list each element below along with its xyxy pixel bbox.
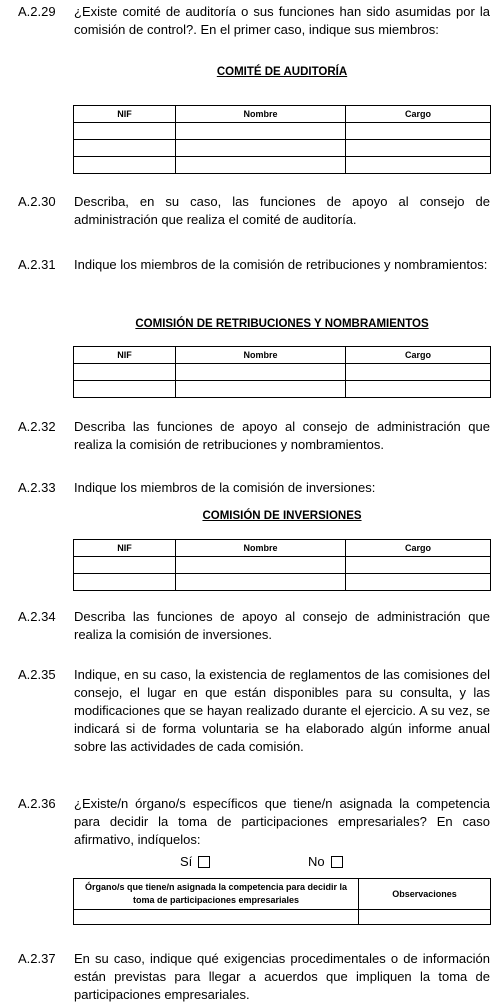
column-header: Órgano/s que tiene/n asignada la competencia para decidir la toma de participaciones empresariales (74, 879, 359, 910)
table-row (74, 157, 491, 174)
organ-table (73, 878, 491, 925)
column-header: Cargo (346, 540, 491, 557)
section-text: Indique, en su caso, la existencia de reglamentos de las comisiones del consejo, el lugar en que están disponibles para su consulta, y las modificaciones que se hayan realizado durante el ejercicio. A su vez, se indicará si de forma voluntaria se ha elaborado algún informe anual sobre las actividades de cada comisión. (74, 667, 490, 754)
section-number: A.2.31 (18, 257, 56, 272)
column-header: Nombre (176, 347, 346, 364)
section-number: A.2.30 (18, 194, 56, 209)
table-row (74, 574, 491, 591)
members-table (73, 105, 491, 174)
table-row (74, 364, 491, 381)
section-text: Describa las funciones de apoyo al consejo de administración que realiza la comisión de inversiones. (74, 609, 490, 642)
section-number: A.2.29 (18, 4, 56, 19)
section-number: A.2.35 (18, 667, 56, 682)
table-row (74, 557, 491, 574)
table-row (74, 910, 491, 925)
section-text: ¿Existe comité de auditoría o sus funciones han sido asumidas por la comisión de control?. En el primer caso, indique sus miembros: (74, 4, 490, 37)
section-text: En su caso, indique qué exigencias procedimentales o de información están previstas para llegar a acuerdos que impliquen la toma de participaciones empresariales. (74, 951, 490, 1002)
section-number: A.2.34 (18, 609, 56, 624)
no-label: No (308, 854, 325, 869)
table-row (74, 381, 491, 398)
column-header: Observaciones (359, 879, 491, 910)
no-option[interactable] (308, 853, 343, 871)
section-number: A.2.36 (18, 796, 56, 811)
column-header: NIF (74, 106, 176, 123)
section-text: Describa, en su caso, las funciones de apoyo al consejo de administración que realiza el comité de auditoría. (74, 194, 490, 227)
yes-label: Sí (180, 854, 193, 869)
section-number: A.2.32 (18, 419, 56, 434)
members-table (73, 346, 491, 398)
section-text: Indique los miembros de la comisión de inversiones: (74, 480, 376, 495)
table-heading: COMISIÓN DE RETRIBUCIONES Y NOMBRAMIENTOS (135, 318, 429, 330)
no-checkbox[interactable] (331, 856, 343, 868)
column-header: NIF (74, 540, 176, 557)
yes-no-choice (0, 853, 497, 871)
table-heading: COMITÉ DE AUDITORÍA (216, 66, 348, 78)
yes-option[interactable] (180, 853, 210, 871)
column-header: Nombre (176, 106, 346, 123)
section-text: ¿Existe/n órgano/s específicos que tiene/n asignada la competencia para decidir la toma de participaciones empresariales? En caso afirmativo, indíquelos: (74, 796, 490, 847)
table-row (74, 140, 491, 157)
yes-checkbox[interactable] (198, 856, 210, 868)
column-header: Cargo (346, 347, 491, 364)
section-number: A.2.33 (18, 480, 56, 495)
column-header: Nombre (176, 540, 346, 557)
section-text: Indique los miembros de la comisión de retribuciones y nombramientos: (74, 257, 488, 272)
table-heading: COMISIÓN DE INVERSIONES (202, 510, 362, 522)
column-header: NIF (74, 347, 176, 364)
section-text: Describa las funciones de apoyo al consejo de administración que realiza la comisión de retribuciones y nombramientos. (74, 419, 490, 452)
table-row (74, 123, 491, 140)
section-number: A.2.37 (18, 951, 56, 966)
column-header: Cargo (346, 106, 491, 123)
members-table (73, 539, 491, 591)
